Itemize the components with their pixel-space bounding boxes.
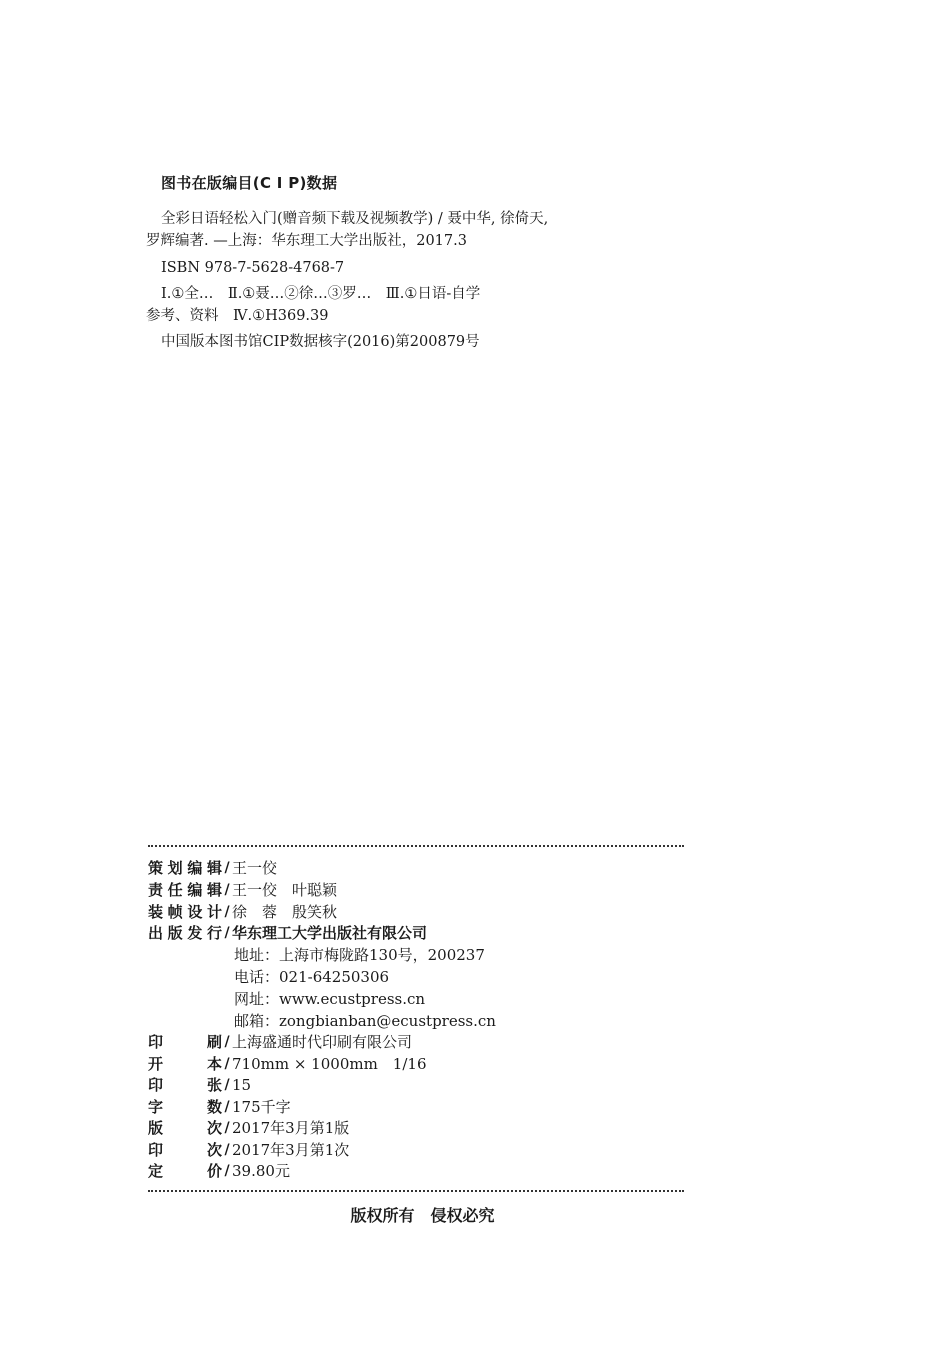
- value: 15: [232, 1076, 252, 1094]
- copyright-notice: 版权所有 侵权必究: [350, 1206, 495, 1225]
- slash: /: [224, 1163, 230, 1179]
- value: 王一佼 叶聪颖: [232, 881, 338, 899]
- value: 175千字: [232, 1098, 291, 1116]
- label: 印张: [148, 1076, 222, 1094]
- cip-isbn-line: ISBN 978-7-5628-4768-7: [161, 260, 345, 276]
- publisher-address: 地址：上海市梅陇路130号，200237: [234, 946, 485, 964]
- row-price: [148, 1161, 290, 1182]
- cip-classification-line: Ⅰ.①全… Ⅱ.①聂…②徐…③罗… Ⅲ.①日语-自学: [161, 286, 481, 302]
- label: 策划编辑: [148, 859, 222, 877]
- publisher-website: 网址：www.ecustpress.cn: [234, 990, 426, 1008]
- value: 王一佼: [232, 859, 278, 877]
- label: 开本: [148, 1055, 222, 1073]
- label: 定价: [148, 1162, 222, 1180]
- row-binding-design: [148, 902, 337, 923]
- label: 责任编辑: [148, 881, 222, 899]
- slash: /: [224, 1099, 230, 1115]
- label: 装帧设计: [148, 903, 222, 921]
- cip-publisher-line: 罗辉编著. —上海：华东理工大学出版社，2017.3: [146, 233, 467, 249]
- row-word-count: [148, 1097, 291, 1118]
- row-planning-editor: [148, 858, 277, 879]
- value: 2017年3月第1次: [232, 1141, 350, 1159]
- label: 字数: [148, 1098, 222, 1116]
- label: 版次: [148, 1119, 222, 1137]
- row-publisher: [148, 923, 427, 944]
- slash: /: [224, 860, 230, 876]
- value: 华东理工大学出版社有限公司: [232, 924, 428, 942]
- publisher-phone: 电话：021-64250306: [234, 968, 390, 986]
- row-format: [148, 1054, 427, 1075]
- cip-title: 图书在版编目(C I P)数据: [161, 174, 338, 192]
- value: 2017年3月第1版: [232, 1119, 350, 1137]
- label: 出版发行: [148, 924, 222, 942]
- cip-record-number-line: 中国版本图书馆CIP数据核字(2016)第200879号: [161, 334, 480, 350]
- cip-book-title-line: 全彩日语轻松入门(赠音频下载及视频教学) / 聂中华, 徐倚天,: [161, 211, 549, 227]
- row-edition: [148, 1118, 349, 1139]
- row-sheets: [148, 1075, 251, 1096]
- cip-classification-cont-line: 参考、资料 Ⅳ.①H369.39: [146, 308, 329, 324]
- slash: /: [224, 1077, 230, 1093]
- slash: /: [224, 1142, 230, 1158]
- slash: /: [224, 1120, 230, 1136]
- label: 印刷: [148, 1033, 222, 1051]
- value: 上海盛通时代印刷有限公司: [232, 1033, 413, 1051]
- slash: /: [224, 925, 230, 941]
- value: 徐 蓉 殷笑秋: [232, 903, 338, 921]
- row-printer: [148, 1032, 412, 1053]
- label: 印次: [148, 1141, 222, 1159]
- publisher-email: 邮箱：zongbianban@ecustpress.cn: [234, 1012, 496, 1030]
- row-printing: [148, 1140, 349, 1161]
- slash: /: [224, 1056, 230, 1072]
- dotted-divider-top: [148, 845, 684, 847]
- slash: /: [224, 882, 230, 898]
- dotted-divider-bottom: [148, 1190, 684, 1192]
- value: 39.80元: [232, 1162, 290, 1180]
- slash: /: [224, 904, 230, 920]
- row-responsible-editor: [148, 880, 337, 901]
- value: 710mm × 1000mm 1/16: [232, 1055, 427, 1073]
- slash: /: [224, 1034, 230, 1050]
